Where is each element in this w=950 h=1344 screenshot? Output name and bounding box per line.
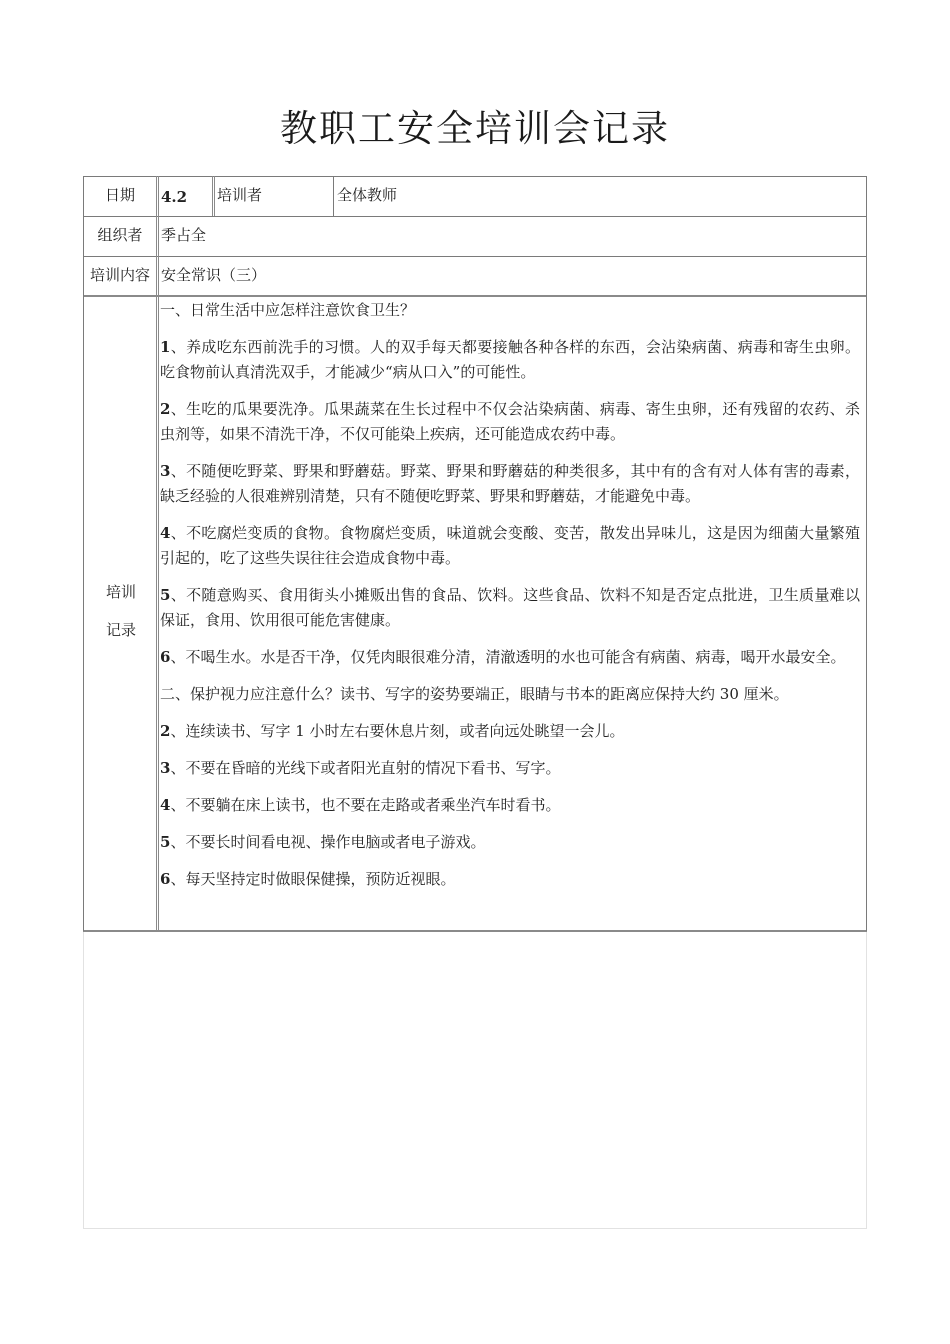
trainer-label: 培训者: [217, 186, 263, 204]
page-title: 教职工安全培训会记录: [280, 107, 670, 150]
column-divider-trainer: [333, 176, 334, 216]
content-value: 安全常识（三）: [161, 266, 267, 284]
trainer-value: 全体教师: [337, 186, 398, 204]
table-border-left: [83, 176, 84, 931]
organizer-label: 组织者: [97, 226, 143, 244]
record-paragraph: 2、连续读书、写字 1 小时左右要休息片刻，或者向远处眺望一会儿。: [160, 722, 625, 740]
record-paragraph: 2、生吃的瓜果要洗净。瓜果蔬菜在生长过程中不仅会沾染病菌、病毒、寄生虫卵，还有残留的农药、杀虫剂等，如果不清洗干净，不仅可能染上疾病，还可能造成农药中毒。: [160, 400, 860, 443]
record-paragraph: 一、日常生活中应怎样注意饮食卫生？: [160, 301, 416, 319]
record-paragraph: 6、不喝生水。水是否干净，仅凭肉眼很难分清，清澈透明的水也可能含有病菌、病毒，喝开水最安全。: [160, 648, 846, 666]
record-paragraph: 3、不要在昏暗的光线下或者阳光直射的情况下看书、写字。: [160, 759, 561, 777]
record-label-line1: 培训: [105, 583, 136, 601]
row-divider-2: [83, 256, 867, 257]
table-border-bottom: [83, 930, 867, 932]
date-label: 日期: [104, 186, 135, 204]
record-label-line2: 记录: [105, 621, 136, 639]
record-body: [160, 298, 860, 904]
record-paragraph: 1、养成吃东西前洗手的习惯。人的双手每天都要接触各种各样的东西，会沾染病菌、病毒和寄生虫卵。吃食物前认真清洗双手，才能减少“病从口入”的可能性。: [160, 338, 860, 381]
record-paragraph: 5、不随意购买、食用街头小摊贩出售的食品、饮料。这些食品、饮料不知是否定点批进，卫生质量难以保证，食用、饮用很可能危害健康。: [160, 586, 860, 629]
content-label: 培训内容: [89, 266, 150, 284]
column-divider-label: [156, 176, 159, 931]
record-paragraph: 3、不随便吃野菜、野果和野蘑菇。野菜、野果和野蘑菇的种类很多，其中有的含有对人体有害的毒素，缺乏经验的人很难辨别清楚，只有不随便吃野菜、野果和野蘑菇，才能避免中毒。: [160, 462, 860, 505]
row-divider-1: [83, 216, 867, 217]
record-paragraph: 二、保护视力应注意什么？读书、写字的姿势要端正，眼睛与书本的距离应保持大约 30 厘米。: [160, 685, 789, 703]
table-border-right: [866, 176, 867, 931]
record-paragraph: 4、不吃腐烂变质的食物。食物腐烂变质，味道就会变酸、变苦，散发出异味儿，这是因为细菌大量繁殖引起的，吃了这些失误往往会造成食物中毒。: [160, 524, 860, 567]
record-paragraph: 5、不要长时间看电视、操作电脑或者电子游戏。: [160, 833, 486, 851]
record-paragraph: 6、每天坚持定时做眼保健操，预防近视眼。: [160, 870, 456, 888]
record-paragraph: 4、不要躺在床上读书，也不要在走路或者乘坐汽车时看书。: [160, 796, 561, 814]
column-divider-date: [212, 176, 215, 216]
organizer-value: 季占全: [161, 226, 207, 244]
row-divider-3: [83, 295, 867, 297]
date-value: 4.2: [161, 188, 188, 206]
table-border-top: [83, 176, 867, 177]
